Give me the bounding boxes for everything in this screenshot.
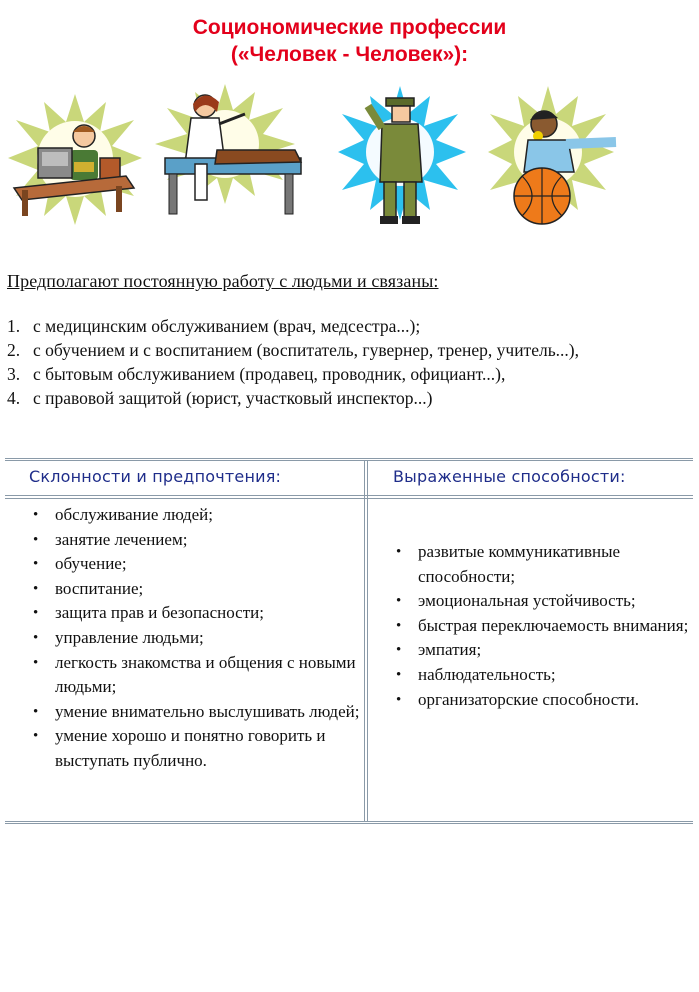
list-item-text: с обучением и с воспитанием (воспитатель, гувернер, тренер, учитель...),	[33, 340, 580, 360]
list-item: • обучение;	[25, 552, 365, 577]
list-item: • наблюдательность;	[388, 663, 698, 688]
list-number: 1.	[7, 316, 21, 336]
list-item: • быстрая переключаемость внимания;	[388, 614, 698, 639]
clerk-at-desk-icon	[8, 92, 143, 232]
list-number: 4.	[7, 388, 21, 408]
list-item	[7, 338, 687, 362]
traits-table	[5, 458, 693, 824]
list-item-text: с медицинским обслуживанием (врач, медсестра...);	[33, 316, 421, 336]
list-item: • защита прав и безопасности;	[25, 601, 365, 626]
list-item: • развитые коммуникативные способности;	[388, 540, 698, 589]
intro-text: Предполагают постоянную работу с людьми и связаны:	[7, 271, 439, 291]
list-item: • организаторские способности.	[388, 688, 698, 713]
list-item	[7, 314, 687, 338]
list-item-text: с бытовым обслуживанием (продавец, проводник, официант...),	[33, 364, 506, 384]
right-column-header: Выраженные способности:	[393, 467, 626, 486]
list-item: • эмпатия;	[388, 638, 698, 663]
list-item: • эмоциональная устойчивость;	[388, 589, 698, 614]
illustrations-row	[0, 84, 699, 234]
doctor-with-patient-icon	[155, 84, 305, 229]
list-item: • занятие лечением;	[25, 528, 365, 553]
list-item: • управление людьми;	[25, 626, 365, 651]
page-title	[0, 14, 699, 68]
left-column-header: Склонности и предпочтения:	[29, 467, 282, 486]
list-number: 2.	[7, 340, 21, 360]
title-line-2: («Человек - Человек»):	[230, 43, 469, 66]
list-item: • легкость знакомства и общения с новыми людьми;	[25, 651, 365, 700]
list-number: 3.	[7, 364, 21, 384]
coach-with-ball-icon	[488, 86, 628, 236]
abilities-list	[388, 540, 698, 712]
list-item	[7, 362, 687, 386]
header-divider	[5, 495, 693, 499]
list-item: • умение хорошо и понятно говорить и выступать публично.	[25, 724, 365, 773]
police-officer-saluting-icon	[338, 86, 468, 236]
list-item: • обслуживание людей;	[25, 503, 365, 528]
title-line-1: Социономические профессии	[192, 16, 507, 39]
professions-list	[7, 314, 687, 410]
list-item: • умение внимательно выслушивать людей;	[25, 700, 365, 725]
list-item-text: с правовой защитой (юрист, участковый инспектор...)	[33, 388, 433, 408]
preferences-list	[25, 503, 365, 774]
list-item: • воспитание;	[25, 577, 365, 602]
list-item	[7, 386, 687, 410]
